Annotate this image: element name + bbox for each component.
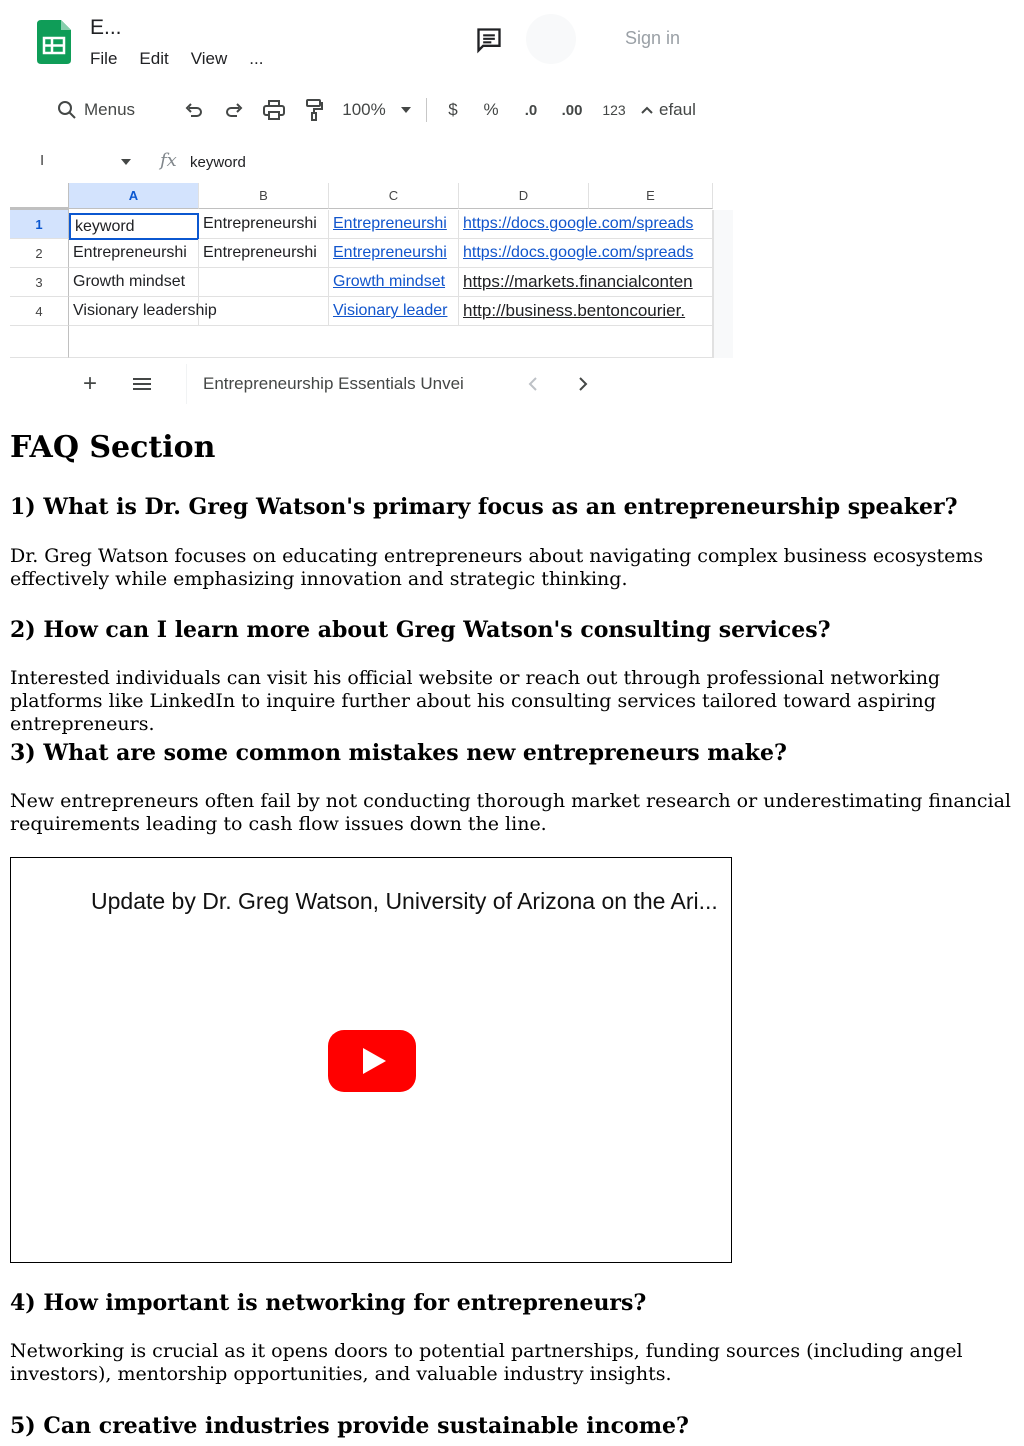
decrease-decimal-button[interactable]: .0 xyxy=(524,101,538,119)
faq-heading: FAQ Section xyxy=(10,430,216,465)
table-cell[interactable] xyxy=(199,297,329,326)
table-cell[interactable]: keyword xyxy=(69,213,199,240)
vertical-scrollbar[interactable] xyxy=(713,210,733,358)
table-row[interactable] xyxy=(69,326,713,358)
faq-answer: New entrepreneurs often fail by not conducting thorough market research or underestimating financial requirements leading to cash flow issues down the line. xyxy=(10,790,1012,835)
zoom-select[interactable]: 100% xyxy=(342,100,386,119)
table-cell-link[interactable]: Growth mindset xyxy=(329,268,459,297)
faq-answer: Dr. Greg Watson focuses on educating entrepreneurs about navigating complex business ecosystems effectively while emphasizing innovation and strategic thinking. xyxy=(10,545,984,590)
document-title[interactable]: E... xyxy=(90,16,122,39)
formula-input[interactable]: keyword xyxy=(190,154,246,171)
print-icon[interactable] xyxy=(254,94,294,126)
sheet-tab-bar xyxy=(10,358,732,410)
table-cell-link[interactable]: Visionary leader xyxy=(329,297,459,326)
table-cell[interactable]: Entrepreneurshi xyxy=(69,239,199,268)
comment-icon[interactable] xyxy=(475,26,503,54)
paint-format-icon[interactable] xyxy=(294,94,334,126)
search-menus-label[interactable]: Menus xyxy=(84,100,136,119)
table-cell-link[interactable]: http://business.bentoncourier. xyxy=(459,297,713,326)
avatar[interactable] xyxy=(526,14,576,64)
percent-format-button[interactable]: % xyxy=(483,100,499,119)
table-cell-link[interactable]: Entrepreneurshi xyxy=(329,210,459,239)
redo-icon[interactable] xyxy=(214,94,254,126)
select-all-corner[interactable] xyxy=(10,183,69,210)
table-cell-link[interactable]: https://docs.google.com/spreads xyxy=(459,210,713,239)
faq-answer: Networking is crucial as it opens doors to potential partnerships, funding sources (including angel investors), mentorship opportunities, and valuable industry insights. xyxy=(10,1340,963,1385)
menu-file[interactable]: File xyxy=(90,49,118,68)
table-cell[interactable]: Growth mindset xyxy=(69,268,199,297)
search-icon[interactable] xyxy=(50,94,84,126)
toolbar-divider xyxy=(426,98,427,122)
undo-icon[interactable] xyxy=(174,94,214,126)
function-icon: fx xyxy=(160,150,177,171)
row-header[interactable] xyxy=(10,326,69,358)
currency-format-button[interactable]: $ xyxy=(448,100,458,119)
all-sheets-icon[interactable] xyxy=(110,368,174,400)
increase-decimal-button[interactable]: .00 xyxy=(561,101,583,119)
table-cell-link[interactable]: Entrepreneurshi xyxy=(329,239,459,268)
youtube-embed[interactable] xyxy=(10,857,732,1263)
faq-question: 2) How can I learn more about Greg Watson's consulting services? xyxy=(10,617,831,643)
table-cell[interactable]: Visionary leadership xyxy=(69,297,199,326)
column-header-d[interactable]: D xyxy=(459,183,589,209)
sheet-tab[interactable]: Entrepreneurship Essentials Unvei xyxy=(203,374,464,393)
table-cell-link[interactable]: https://docs.google.com/spreads xyxy=(459,239,713,268)
column-header-a[interactable]: A xyxy=(69,183,199,209)
toolbar xyxy=(50,92,734,128)
table-cell[interactable] xyxy=(199,268,329,297)
faq-question: 4) How important is networking for entrepreneurs? xyxy=(10,1290,647,1316)
table-cell[interactable]: Entrepreneurshi xyxy=(199,210,329,239)
menu-more[interactable]: ... xyxy=(249,49,264,68)
embedded-spreadsheet xyxy=(10,0,732,410)
faq-answer: Interested individuals can visit his official website or reach out through professional networking platforms like LinkedIn to inquire further about his consulting services tailored toward aspiring entrepreneurs. xyxy=(10,667,941,735)
menu-edit[interactable]: Edit xyxy=(139,49,169,68)
row-header[interactable]: 2 xyxy=(10,239,69,268)
number-format-button[interactable]: 123 xyxy=(602,102,626,118)
chevron-down-icon[interactable] xyxy=(394,94,418,126)
faq-question: 1) What is Dr. Greg Watson's primary focus as an entrepreneurship speaker? xyxy=(10,494,958,520)
play-button-icon[interactable] xyxy=(328,1030,416,1092)
sheets-logo-icon[interactable] xyxy=(37,20,71,64)
spreadsheet-grid xyxy=(10,183,732,358)
chevron-up-icon[interactable] xyxy=(635,94,659,126)
faq-question: 3) What are some common mistakes new entrepreneurs make? xyxy=(10,740,787,766)
add-sheet-icon[interactable]: + xyxy=(82,370,97,397)
menu-bar xyxy=(90,49,263,69)
column-header-e[interactable]: E xyxy=(589,183,713,209)
video-title[interactable]: Update by Dr. Greg Watson, University of Arizona on the Ari... xyxy=(91,888,718,914)
name-box[interactable] xyxy=(40,152,136,174)
chevron-down-icon[interactable] xyxy=(120,158,132,166)
row-header[interactable]: 1 xyxy=(10,210,69,239)
row-header[interactable]: 4 xyxy=(10,297,69,326)
column-header-c[interactable]: C xyxy=(329,183,459,209)
name-box-value: I xyxy=(40,152,45,169)
font-select[interactable]: efaul xyxy=(659,100,696,119)
chevron-left-icon[interactable] xyxy=(513,368,553,400)
row-header[interactable]: 3 xyxy=(10,268,69,297)
sign-in-button[interactable]: Sign in xyxy=(625,28,681,48)
table-cell-link[interactable]: https://markets.financialconten xyxy=(459,268,713,297)
faq-question: 5) Can creative industries provide sustainable income? xyxy=(10,1413,689,1439)
table-cell[interactable]: Entrepreneurshi xyxy=(199,239,329,268)
menu-view[interactable]: View xyxy=(190,49,228,68)
column-header-b[interactable]: B xyxy=(199,183,329,209)
chevron-right-icon[interactable] xyxy=(553,368,613,400)
